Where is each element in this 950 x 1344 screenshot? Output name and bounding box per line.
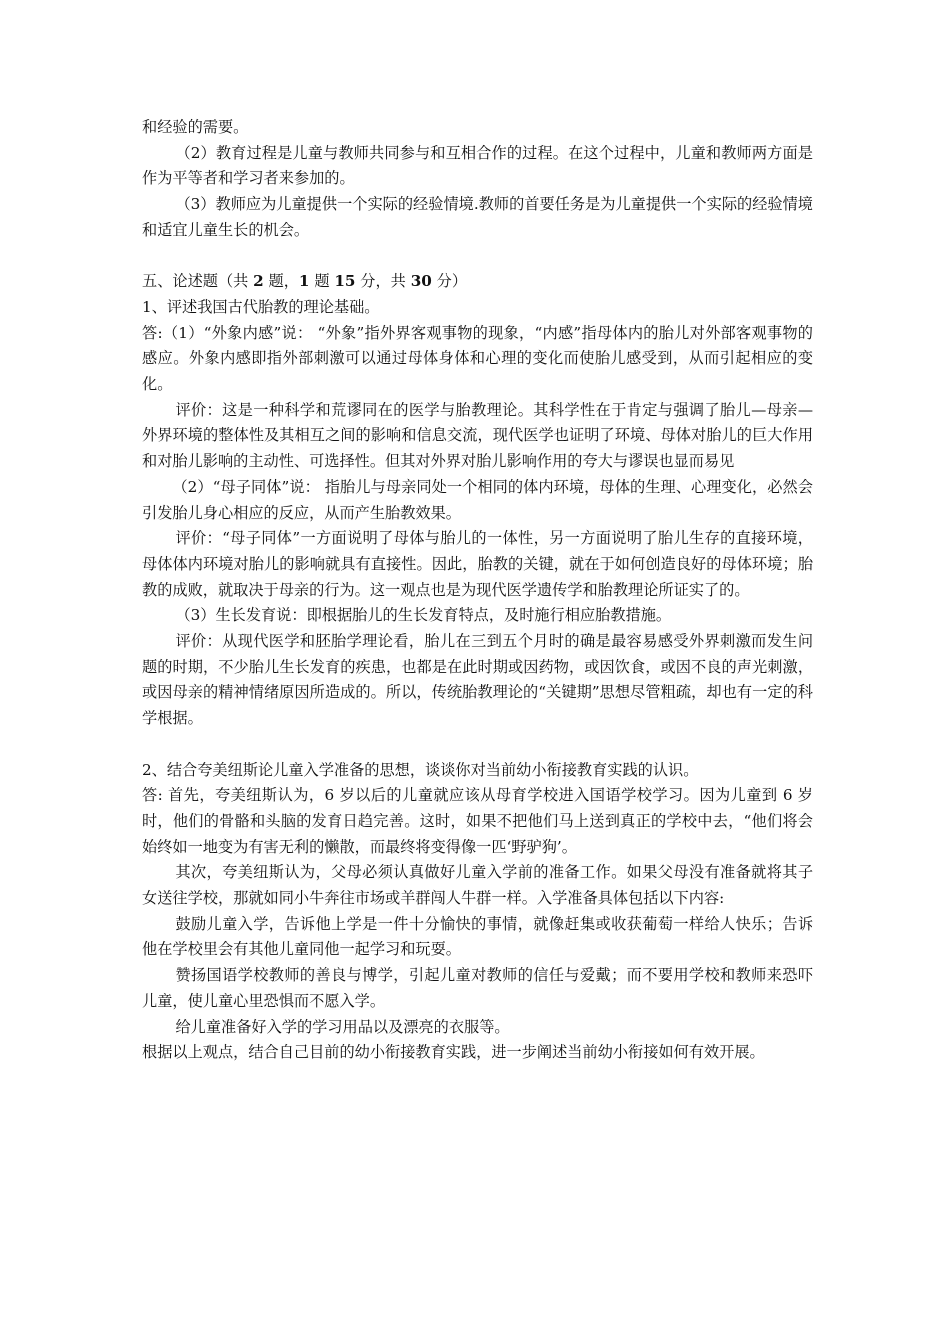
paragraph-point-3: （3）教师应为儿童提供一个实际的经验情境.教师的首要任务是为儿童提供一个实际的经验情境和适宜儿童生长的机会。	[142, 195, 813, 239]
answer-1-evaluation-3: 评价：从现代医学和胚胎学理论看，胎儿在三到五个月时的确是最容易感受外界刺激而发生问题的时期，不少胎儿生长发育的疾患，也都是在此时期或因药物，或因饮食，或因不良的声光刺激，或因母亲的精神情绪原因所造成的。所以，传统胎教理论的“关键期”思想尽管粗疏，却也有一定的科学根据。	[142, 632, 813, 728]
answer-2-first: 答: 首先，夸美纽斯认为，6 岁以后的儿童就应该从母育学校进入国语学校学习。因为儿童到 6 岁时，他们的骨骼和头脑的发育日趋完善。这时，如果不把他们马上送到真正的学校中去，“他们将会始终如一地变为有害无利的懒散，而最终将变得像一匹‘野驴狗’。	[142, 786, 813, 856]
answer-1-evaluation-2: 评价：“母子同体”一方面说明了母体与胎儿的一体性，另一方面说明了胎儿生存的直接环境，母体体内环境对胎儿的影响就具有直接性。因此，胎教的关键，就在于如何创造良好的母体环境；胎教的成败，就取决于母亲的行为。这一观点也是为现代医学遗传学和胎教理论所证实了的。	[142, 529, 813, 599]
question-2: 2、结合夸美纽斯论儿童入学准备的思想，谈谈你对当前幼小衔接教育实践的认识。	[142, 760, 699, 779]
section-spacer	[142, 244, 813, 270]
question-1: 1、评述我国古代胎教的理论基础。	[142, 297, 380, 316]
answer-1-part-1: 答:（1）“外象内感”说： “外象”指外界客观事物的现象，“内感”指母体内的胎儿对外部客观事物的感应。外象内感即指外部刺激可以通过母体身体和心理的变化而使胎儿感受到，从而引起相应的变化。	[142, 323, 813, 394]
answer-2-second: 其次，夸美纽斯认为，父母必须认真做好儿童入学前的准备工作。如果父母没有准备就将其子女送往学校，那就如同小牛奔往市场或羊群闯人牛群一样。入学准备具体包括以下内容:	[142, 863, 813, 908]
paragraph-continuation: 和经验的需要。	[142, 118, 249, 136]
answer-1-part-3: （3）生长发育说：即根据胎儿的生长发育特点，及时施行相应胎教措施。	[175, 606, 672, 625]
document-body	[142, 115, 813, 1066]
section-spacer-2	[142, 732, 813, 758]
answer-2-item-1: 鼓励儿童入学，告诉他上学是一件十分愉快的事情，就像赶集或收获葡萄一样给人快乐；告诉他在学校里会有其他儿童同他一起学习和玩耍。	[142, 914, 813, 959]
section-heading-essay: 五、论述题（共 2 题，1 题 15 分，共 30 分）	[142, 272, 468, 291]
answer-2-item-2: 赞扬国语学校教师的善良与博学，引起儿童对教师的信任与爱戴；而不要用学校和教师来恐吓儿童，使儿童心里恐惧而不愿入学。	[142, 966, 813, 1010]
paragraph-point-2: （2）教育过程是儿童与教师共同参与和互相合作的过程。在这个过程中，儿童和教师两方面是作为平等者和学习者来参加的。	[142, 143, 813, 188]
answer-2-item-3: 给儿童准备好入学的学习用品以及漂亮的衣服等。	[175, 1017, 510, 1036]
answer-2-conclusion: 根据以上观点，结合自己目前的幼小衔接教育实践，进一步阐述当前幼小衔接如何有效开展。	[142, 1043, 765, 1062]
answer-1-evaluation-1: 评价：这是一种科学和荒谬同在的医学与胎教理论。其科学性在于肯定与强调了胎儿—母亲—外界环境的整体性及其相互之间的影响和信息交流，现代医学也证明了环境、母体对胎儿的巨大作用和对胎儿影响的主动性、可选择性。但其对外界对胎儿影响作用的夸大与谬误也显而易见	[142, 400, 813, 471]
answer-1-part-2: （2）“母子同体”说： 指胎儿与母亲同处一个相同的体内环境，母体的生理、心理变化，必然会引发胎儿身心相应的反应，从而产生胎教效果。	[142, 477, 813, 522]
